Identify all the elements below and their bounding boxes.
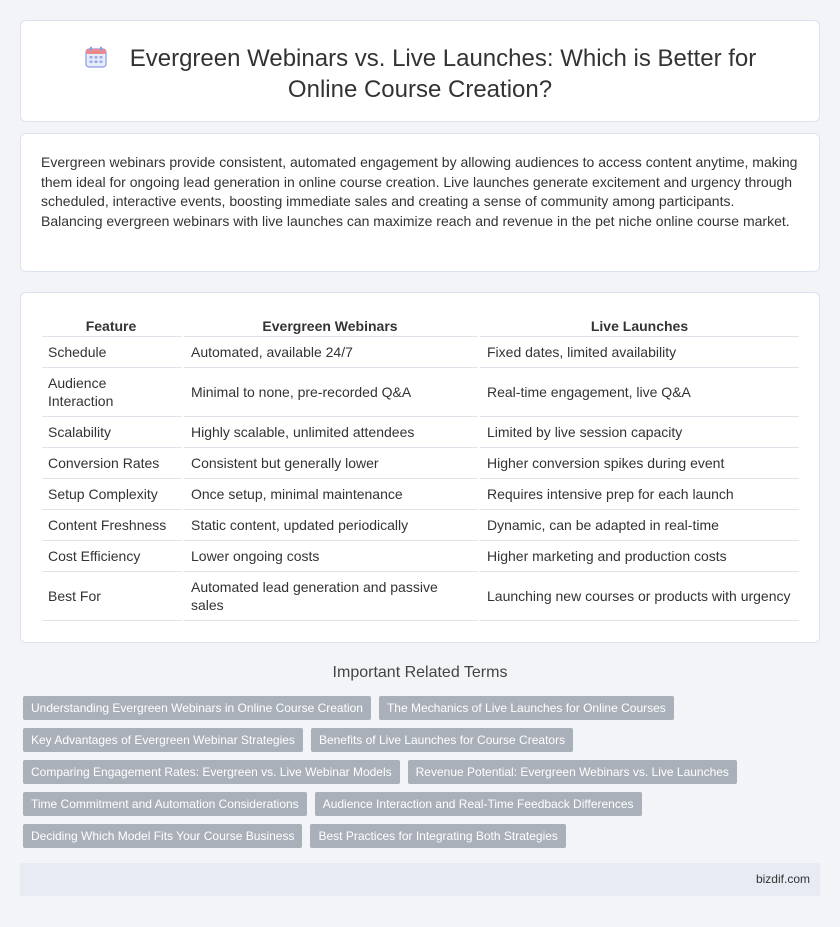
header-feature: Feature [42, 315, 184, 337]
feature-cell: Best For [42, 572, 184, 621]
table-row [42, 572, 799, 621]
comparison-table [42, 315, 799, 621]
live-cell: Fixed dates, limited availability [480, 337, 799, 368]
feature-cell: Content Freshness [42, 510, 184, 541]
page-title-text: Evergreen Webinars vs. Live Launches: Which is Better for Online Course Creation? [129, 45, 757, 103]
live-cell: Launching new courses or products with urgency [480, 572, 799, 621]
header-live: Live Launches [480, 315, 799, 337]
feature-cell: Conversion Rates [42, 448, 184, 479]
table-row [42, 368, 799, 417]
table-row [42, 479, 799, 510]
related-terms-tags [23, 696, 803, 848]
feature-cell: Cost Efficiency [42, 541, 184, 572]
evergreen-cell: Highly scalable, unlimited attendees [184, 417, 480, 448]
comparison-table-card [20, 292, 820, 643]
related-term-tag[interactable]: Time Commitment and Automation Considerations [23, 792, 307, 816]
table-row [42, 337, 799, 368]
related-term-tag[interactable]: Comparing Engagement Rates: Evergreen vs. Live Webinar Models [23, 760, 400, 784]
table-row [42, 448, 799, 479]
calendar-icon [84, 45, 108, 69]
live-cell: Higher marketing and production costs [480, 541, 799, 572]
table-header-row [42, 315, 799, 337]
evergreen-cell: Consistent but generally lower [184, 448, 480, 479]
related-term-tag[interactable]: Deciding Which Model Fits Your Course Business [23, 824, 302, 848]
evergreen-cell: Minimal to none, pre-recorded Q&A [184, 368, 480, 417]
related-term-tag[interactable]: Best Practices for Integrating Both Strategies [310, 824, 565, 848]
summary-card [20, 133, 820, 272]
header-evergreen: Evergreen Webinars [184, 315, 480, 337]
evergreen-cell: Automated, available 24/7 [184, 337, 480, 368]
evergreen-cell: Once setup, minimal maintenance [184, 479, 480, 510]
header-card [20, 20, 820, 122]
feature-cell: Scalability [42, 417, 184, 448]
evergreen-cell: Static content, updated periodically [184, 510, 480, 541]
summary-text: Evergreen webinars provide consistent, automated engagement by allowing audiences to access content anytime, making them ideal for ongoing lead generation in online course creation. Live launches generate excitement and urgency through scheduled, interactive events, boosting immediate sales and creating a sense of community among participants. Balancing evergreen webinars with live launches can maximize reach and revenue in the pet niche online course market. [41, 154, 798, 229]
live-cell: Limited by live session capacity [480, 417, 799, 448]
table-row [42, 417, 799, 448]
live-cell: Requires intensive prep for each launch [480, 479, 799, 510]
related-term-tag[interactable]: Understanding Evergreen Webinars in Online Course Creation [23, 696, 371, 720]
table-row [42, 541, 799, 572]
feature-cell: Schedule [42, 337, 184, 368]
related-terms-title: Important Related Terms [332, 664, 508, 681]
related-term-tag[interactable]: The Mechanics of Live Launches for Online Courses [379, 696, 674, 720]
related-term-tag[interactable]: Key Advantages of Evergreen Webinar Strategies [23, 728, 303, 752]
live-cell: Higher conversion spikes during event [480, 448, 799, 479]
related-term-tag[interactable]: Benefits of Live Launches for Course Creators [311, 728, 573, 752]
feature-cell: Setup Complexity [42, 479, 184, 510]
related-term-tag[interactable]: Revenue Potential: Evergreen Webinars vs. Live Launches [408, 760, 737, 784]
evergreen-cell: Lower ongoing costs [184, 541, 480, 572]
live-cell: Real-time engagement, live Q&A [480, 368, 799, 417]
table-row [42, 510, 799, 541]
title-wrap [21, 43, 819, 105]
page-title [61, 43, 779, 105]
feature-cell: Audience Interaction [42, 368, 184, 417]
evergreen-cell: Automated lead generation and passive sales [184, 572, 480, 621]
footer [20, 863, 820, 896]
related-term-tag[interactable]: Audience Interaction and Real-Time Feedback Differences [315, 792, 642, 816]
live-cell: Dynamic, can be adapted in real-time [480, 510, 799, 541]
footer-brand[interactable]: bizdif.com [755, 872, 810, 886]
